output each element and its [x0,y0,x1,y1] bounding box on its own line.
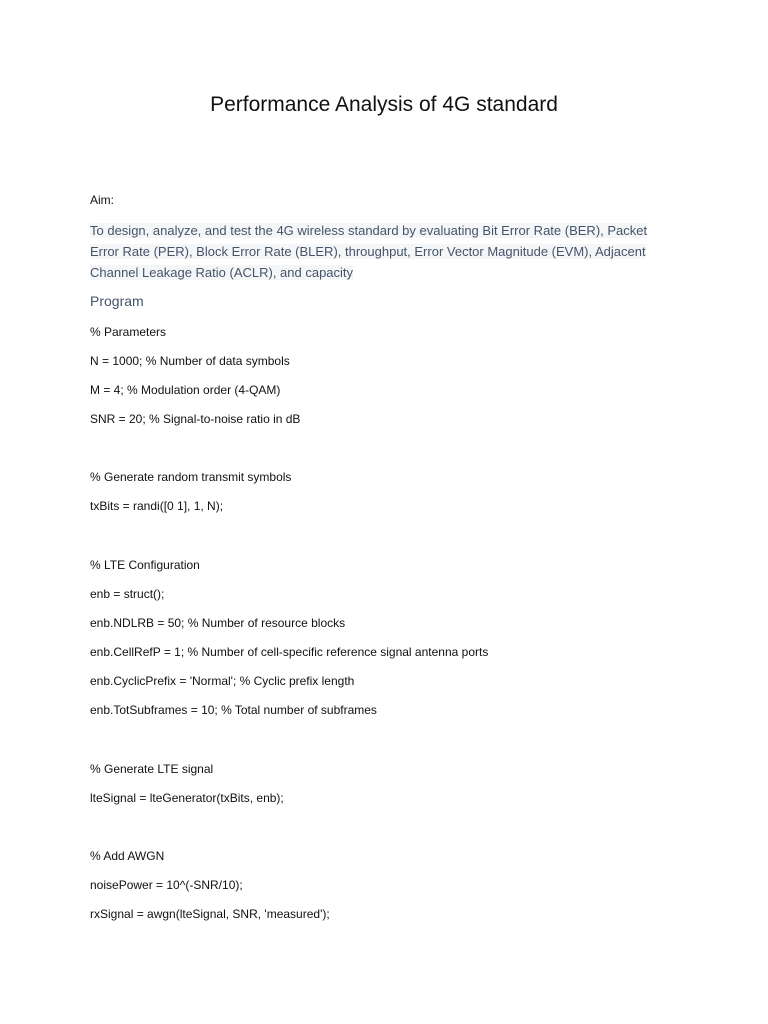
code-line: enb.TotSubframes = 10; % Total number of subframes [90,703,377,717]
code-comment: % Generate random transmit symbols [90,470,292,484]
code-line: noisePower = 10^(-SNR/10); [90,878,243,892]
aim-paragraph [90,220,670,283]
code-line: lteSignal = lteGenerator(txBits, enb); [90,791,284,805]
program-heading: Program [90,293,144,309]
code-line: enb.CyclicPrefix = 'Normal'; % Cyclic prefix length [90,674,355,688]
code-line: SNR = 20; % Signal-to-noise ratio in dB [90,412,301,426]
code-line: M = 4; % Modulation order (4-QAM) [90,383,281,397]
code-line: enb = struct(); [90,587,165,601]
code-line: enb.NDLRB = 50; % Number of resource blocks [90,616,346,630]
page-title: Performance Analysis of 4G standard [210,93,558,116]
aim-label: Aim: [90,193,114,207]
code-comment: % Generate LTE signal [90,762,214,776]
code-comment: % Parameters [90,325,167,339]
code-comment: % Add AWGN [90,849,165,863]
aim-line: To design, analyze, and test the 4G wireless standard by evaluating Bit Error Rate (BER), Packet [90,223,648,238]
aim-line: Channel Leakage Ratio (ACLR), and capacity [90,265,354,280]
code-comment: % LTE Configuration [90,558,200,572]
code-line: txBits = randi([0 1], 1, N); [90,499,224,513]
code-line: rxSignal = awgn(lteSignal, SNR, 'measured'); [90,907,330,921]
code-line: enb.CellRefP = 1; % Number of cell-specific reference signal antenna ports [90,645,489,659]
aim-line: Error Rate (PER), Block Error Rate (BLER), throughput, Error Vector Magnitude (EVM), Adjacent [90,244,646,259]
code-line: N = 1000; % Number of data symbols [90,354,290,368]
